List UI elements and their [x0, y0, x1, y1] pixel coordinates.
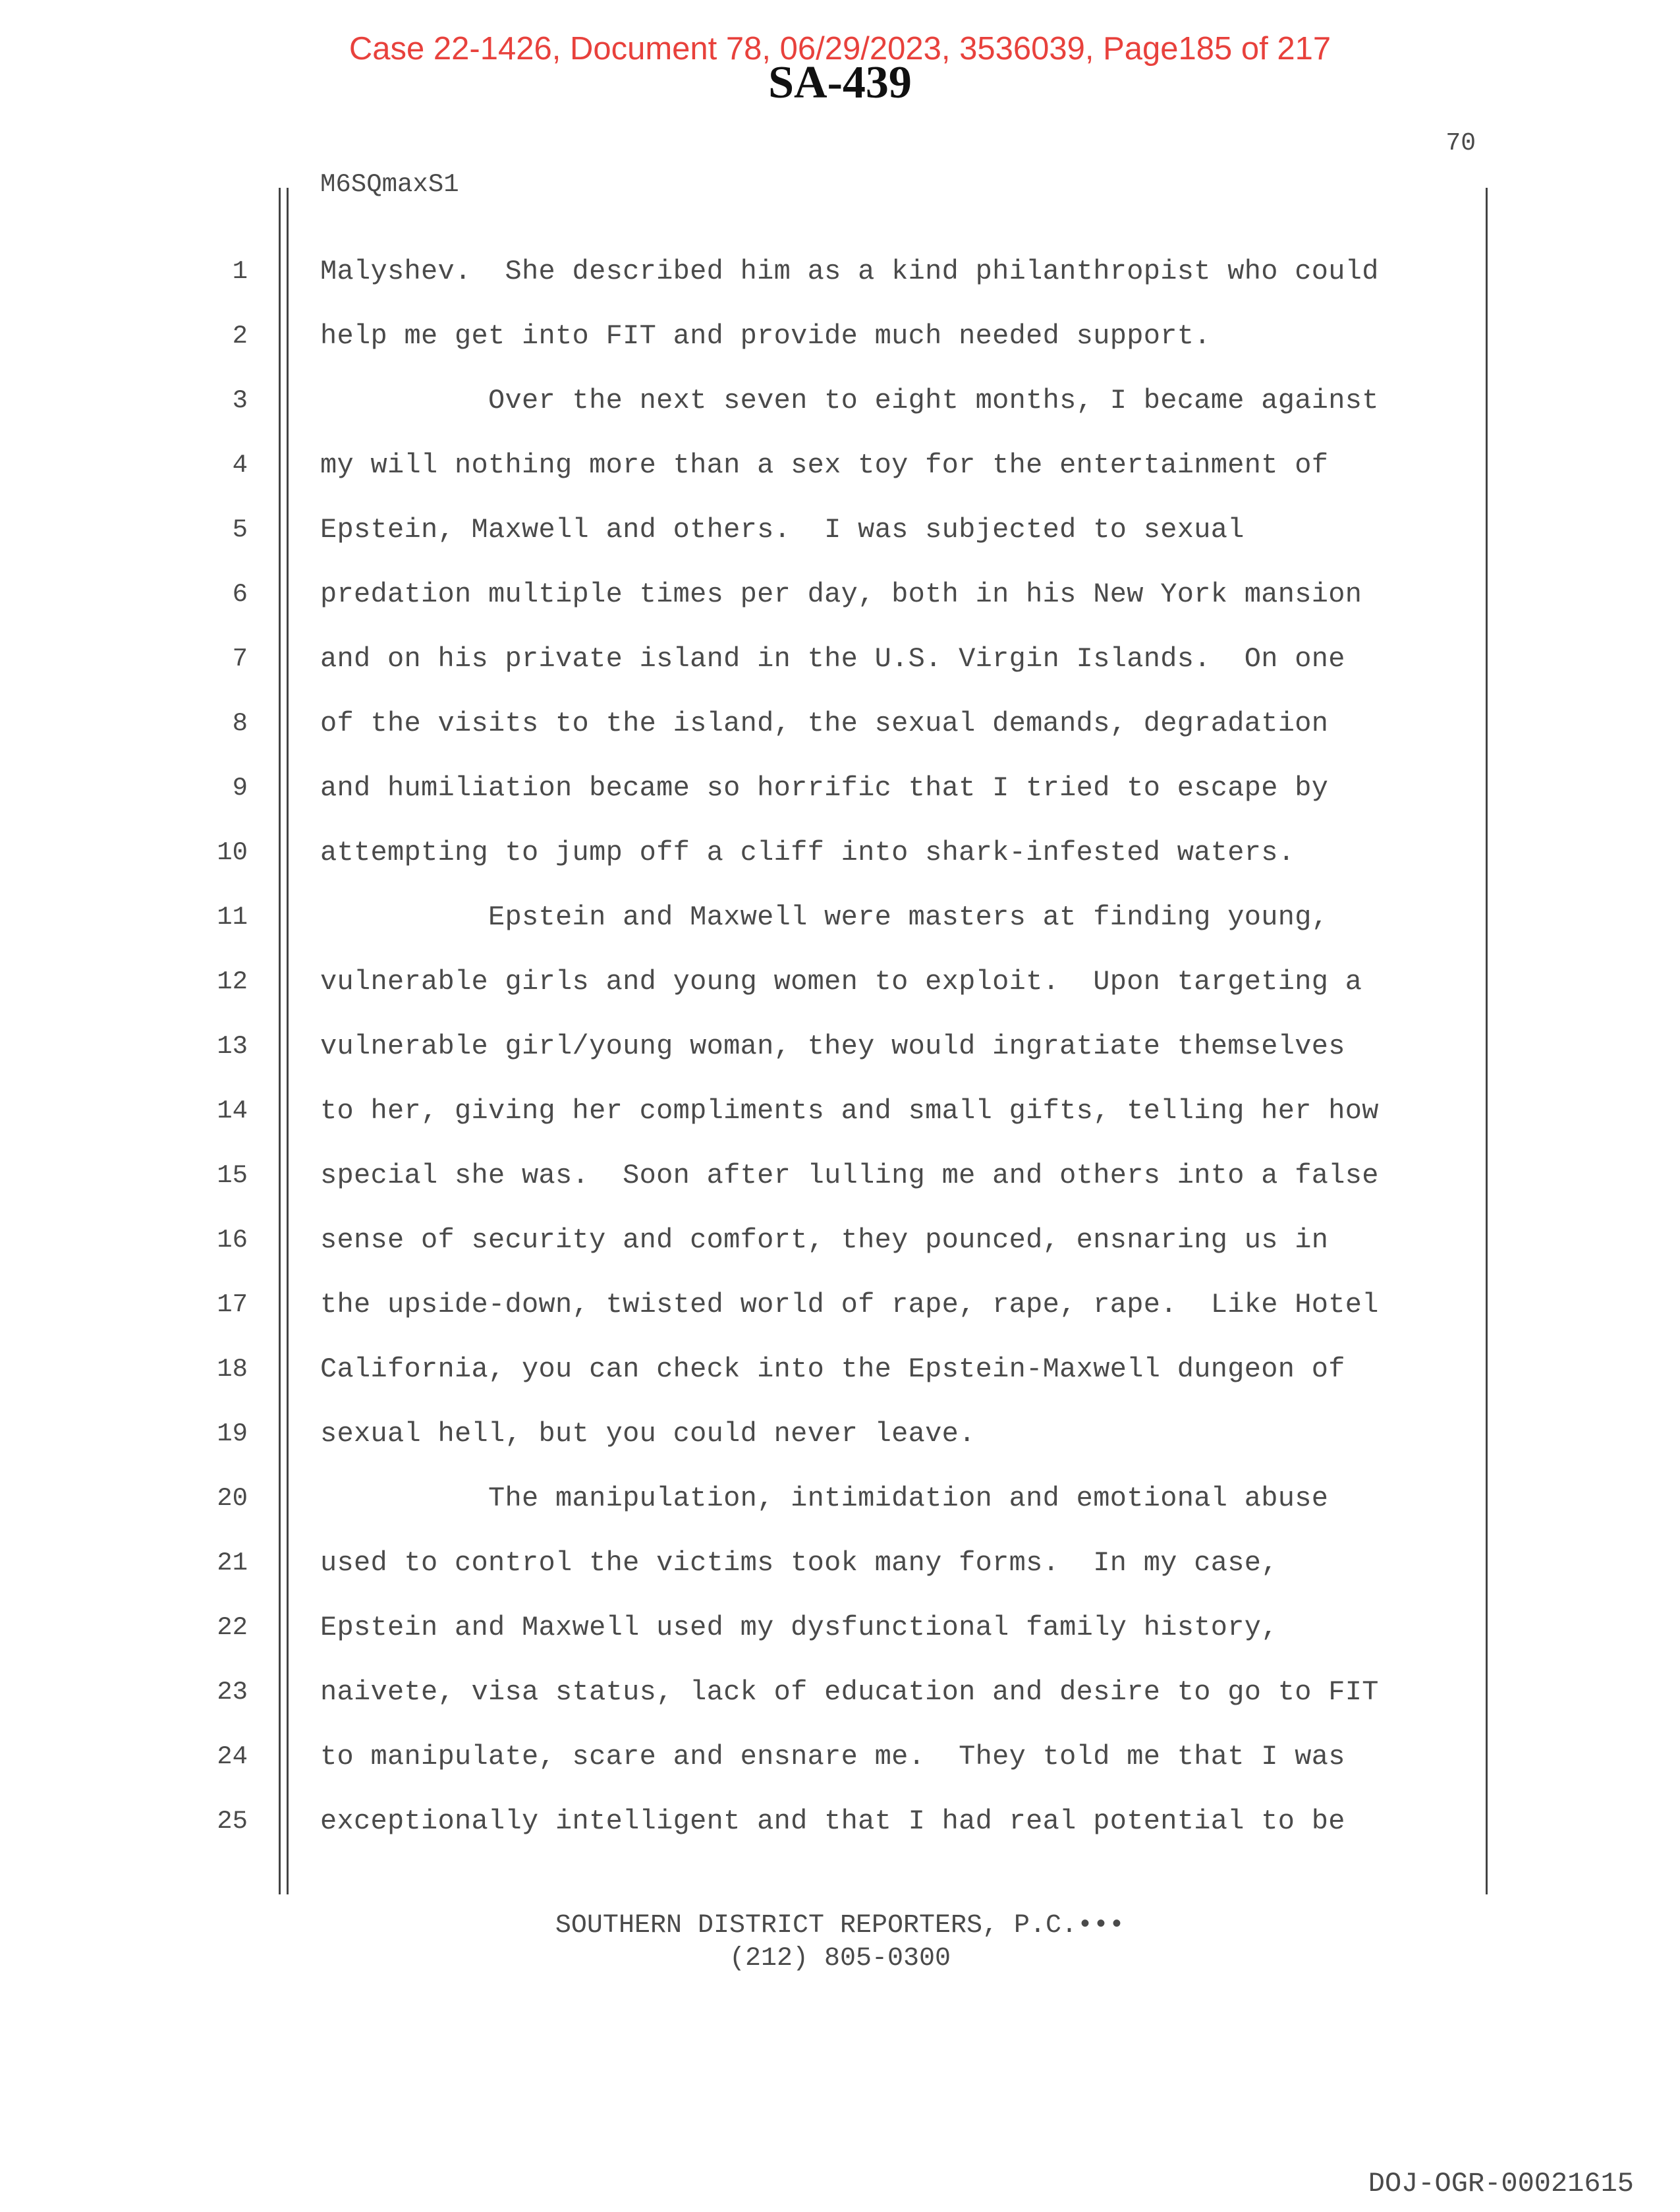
transcript-line: California, you can check into the Epstein-Maxwell dungeon of: [320, 1353, 1345, 1385]
line-number: 23: [217, 1678, 248, 1707]
transcript-line: to manipulate, scare and ensnare me. They told me that I was: [320, 1741, 1345, 1772]
transcript-line: help me get into FIT and provide much needed support.: [320, 320, 1211, 352]
line-number: 12: [217, 967, 248, 996]
transcript-line: attempting to jump off a cliff into shark-infested waters.: [320, 837, 1295, 868]
transcript-line: vulnerable girl/young woman, they would ingratiate themselves: [320, 1031, 1345, 1062]
transcript-line: Malyshev. She described him as a kind philanthropist who could: [320, 256, 1379, 287]
transcript-line: my will nothing more than a sex toy for the entertainment of: [320, 449, 1329, 481]
transcript-line: used to control the victims took many forms. In my case,: [320, 1547, 1278, 1579]
line-number: 24: [217, 1742, 248, 1771]
line-number: 19: [217, 1419, 248, 1448]
line-number: 18: [217, 1355, 248, 1384]
transcript-line: of the visits to the island, the sexual demands, degradation: [320, 708, 1329, 739]
line-number: 1: [232, 257, 248, 286]
line-number: 4: [232, 451, 248, 480]
line-number: 3: [232, 386, 248, 415]
line-number: 25: [217, 1807, 248, 1836]
line-number: 20: [217, 1484, 248, 1513]
line-number: 16: [217, 1226, 248, 1255]
transcript-line: the upside-down, twisted world of rape, rape, rape. Like Hotel: [320, 1289, 1379, 1320]
line-number: 13: [217, 1032, 248, 1061]
transcript-line: and humiliation became so horrific that I tried to escape by: [320, 772, 1329, 804]
transcript-line: exceptionally intelligent and that I had real potential to be: [320, 1805, 1345, 1837]
sa-page-stamp: SA-439: [768, 57, 912, 108]
line-number: 8: [232, 709, 248, 738]
transcript-line: and on his private island in the U.S. Virgin Islands. On one: [320, 643, 1345, 675]
line-number: 9: [232, 774, 248, 803]
line-number: 17: [217, 1290, 248, 1319]
line-number: 21: [217, 1548, 248, 1577]
line-number: 15: [217, 1161, 248, 1190]
line-number: 5: [232, 515, 248, 544]
transcript-line: special she was. Soon after lulling me and others into a false: [320, 1160, 1379, 1191]
transcript-line: vulnerable girls and young women to exploit. Upon targeting a: [320, 966, 1362, 998]
line-number: 11: [217, 903, 248, 932]
line-number: 7: [232, 644, 248, 673]
transcript-line: The manipulation, intimidation and emotional abuse: [320, 1483, 1329, 1514]
line-number: 22: [217, 1613, 248, 1642]
transcript-line: Epstein and Maxwell were masters at finding young,: [320, 901, 1329, 933]
page-number: 70: [1445, 129, 1476, 157]
transcript-line: Over the next seven to eight months, I became against: [320, 385, 1379, 416]
case-header: Case 22-1426, Document 78, 06/29/2023, 3536039, Page185 of 217: [349, 31, 1331, 67]
line-number: 6: [232, 580, 248, 609]
transcript-line: Epstein, Maxwell and others. I was subjected to sexual: [320, 514, 1245, 546]
transcript-line: sexual hell, but you could never leave.: [320, 1418, 976, 1450]
transcript-line: predation multiple times per day, both in his New York mansion: [320, 579, 1362, 610]
transcript-line: to her, giving her compliments and small gifts, telling her how: [320, 1095, 1379, 1127]
left-margin-rule-outer: [279, 188, 281, 1894]
transcript-line: sense of security and comfort, they pounced, ensnaring us in: [320, 1224, 1329, 1256]
footer-reporter: SOUTHERN DISTRICT REPORTERS, P.C.•••: [555, 1911, 1125, 1941]
line-number: 14: [217, 1096, 248, 1125]
transcript-line: Epstein and Maxwell used my dysfunctional family history,: [320, 1612, 1278, 1643]
bates-number: DOJ-OGR-00021615: [1368, 2168, 1634, 2199]
transcript-id: M6SQmaxS1: [320, 170, 459, 199]
right-margin-rule: [1486, 188, 1488, 1894]
line-number: 2: [232, 322, 248, 351]
footer-phone: (212) 805-0300: [729, 1944, 951, 1973]
line-number: 10: [217, 838, 248, 867]
transcript-line: naivete, visa status, lack of education and desire to go to FIT: [320, 1676, 1379, 1708]
left-margin-rule-inner: [287, 188, 289, 1894]
